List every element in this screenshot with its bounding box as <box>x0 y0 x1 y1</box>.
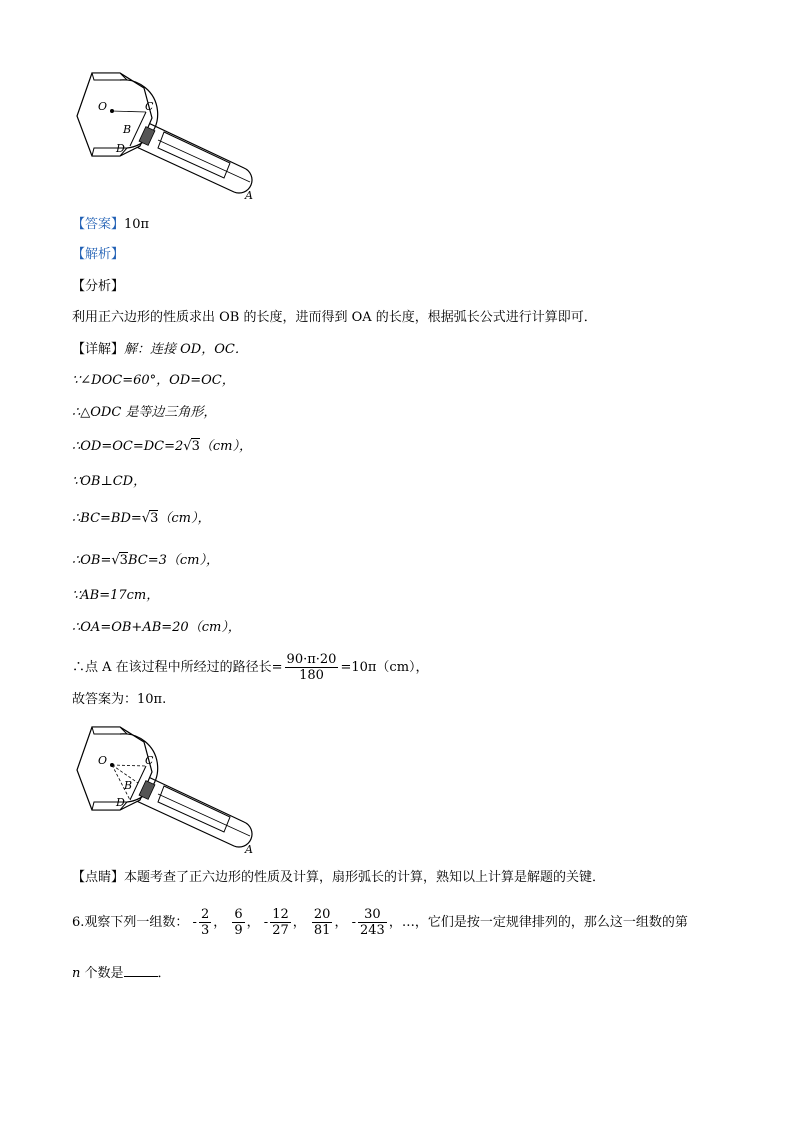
step-1: ∵∠DOC=60°，OD=OC， <box>72 373 235 388</box>
step-6-b: BC=3（cm）， <box>127 553 219 568</box>
detail-tag: 【详解】 <box>72 342 125 357</box>
label-B: B <box>123 123 132 136</box>
q6-fraction-4 <box>312 907 333 938</box>
wrench-diagram-1 <box>72 68 262 203</box>
dianjing-line <box>72 870 605 886</box>
step-6-radicand: 3 <box>119 553 128 568</box>
label-B: B <box>124 779 133 792</box>
answer-tag: 【答案】 <box>72 217 125 232</box>
q6-fraction-2 <box>232 907 244 938</box>
wrench-figure-2 <box>72 722 262 857</box>
step-2: ∴△ODC 是等边三角形， <box>72 405 217 420</box>
answer-value: 10π <box>124 217 150 232</box>
question-6: 6.观察下列一组数： - $\frac{2}{3}$ ， $\frac{6}{9}$ ， - $\frac{12}{27}$ ， $\frac{20}{81}$ ， - $\frac{30}{243}$ ，…，它们是按一定规律排列的，那么这一组数的第 <box>72 907 688 938</box>
detail-line <box>72 342 248 358</box>
q6-fraction-1 <box>199 907 211 938</box>
wrench-figure-1 <box>72 68 262 203</box>
label-C: C <box>145 100 154 113</box>
step-3-radicand: 3 <box>191 439 200 454</box>
fenxi-text: 利用正六边形的性质求出 OB 的长度，进而得到 OA 的长度，根据弧长公式进行计算即可． <box>72 310 597 325</box>
step-4: ∵OB⊥CD， <box>72 474 147 489</box>
q6-f3-num: 12 <box>272 907 289 922</box>
q6-f2-num: 6 <box>234 907 243 922</box>
sqrt-sign: √ <box>183 439 192 454</box>
label-O: O <box>98 754 108 767</box>
step-10: 故答案为：10π. <box>72 692 167 707</box>
step-5 <box>72 510 210 527</box>
sqrt-sign: √ <box>141 511 151 526</box>
step-8: ∴OA=OB+AB=20（cm）， <box>72 620 241 635</box>
q6-f1-den: 3 <box>200 923 210 938</box>
wrench-diagram-2 <box>72 722 262 857</box>
q6-f1-sign: - <box>192 915 197 930</box>
dianjing-text: 本题考查了正六边形的性质及计算，扇形弧长的计算，熟知以上计算是解题的关键． <box>124 870 606 885</box>
q6-f5-num: 30 <box>358 907 387 923</box>
step-9-b: =10π（cm）， <box>340 660 429 675</box>
fenxi-line <box>72 279 124 295</box>
q6-fraction-3 <box>270 907 291 938</box>
fenxi-tag: 【分析】 <box>72 279 125 294</box>
q6-fraction-5 <box>358 907 387 938</box>
label-D: D <box>116 142 125 155</box>
step-3 <box>72 438 252 455</box>
label-D: D <box>116 796 125 809</box>
q6-f2-den: 9 <box>234 923 243 938</box>
q6-suffix: ，…，它们是按一定规律排列的，那么这一组数的第 <box>388 915 688 930</box>
answer-blank[interactable] <box>124 976 158 977</box>
step-3-a: ∴OD=OC=DC=2 <box>72 439 184 454</box>
step-9-a: ∴点 A 在该过程中所经过的路径长= <box>72 660 283 675</box>
q6-f5-den: 243 <box>359 923 385 938</box>
answer-line <box>72 217 149 233</box>
q6-f1-num: 2 <box>200 907 210 922</box>
q6-prefix: 6.观察下列一组数： <box>72 915 189 930</box>
arc-fraction-num: 90·π·20 <box>286 652 337 667</box>
step-5-a: ∴BC=BD= <box>72 511 142 526</box>
step-6-a: ∴OB= <box>72 553 112 568</box>
label-A: A <box>245 843 253 856</box>
q6-f4-num: 20 <box>313 907 331 922</box>
arc-fraction-den: 180 <box>299 668 324 683</box>
step-3-b: （cm）， <box>199 439 252 454</box>
step-7: ∵AB=17cm， <box>72 588 160 603</box>
q6-line2-end: ． <box>157 966 171 981</box>
q6-f5-sign: - <box>351 915 356 930</box>
question-6-line-2 <box>72 966 171 982</box>
q6-f4-den: 81 <box>313 923 331 938</box>
sqrt-sign: √ <box>111 553 120 568</box>
q6-n: n <box>72 966 81 981</box>
analysis-tag: 【解析】 <box>72 247 125 262</box>
step-5-b: （cm）， <box>158 511 211 526</box>
analysis-line <box>72 247 124 263</box>
detail-text: 解：连接 OD，OC． <box>124 342 248 357</box>
step-6 <box>72 552 219 569</box>
dianjing-tag: 【点睛】 <box>72 870 125 885</box>
label-C: C <box>145 754 154 767</box>
q6-f3-den: 27 <box>272 923 289 938</box>
step-9 <box>72 648 429 688</box>
label-O: O <box>98 100 108 113</box>
q6-f3-sign: - <box>263 915 269 930</box>
label-A: A <box>245 189 253 202</box>
arc-fraction <box>285 652 339 683</box>
q6-line2-text: 个数是 <box>80 966 124 981</box>
step-5-radicand: 3 <box>150 511 159 526</box>
